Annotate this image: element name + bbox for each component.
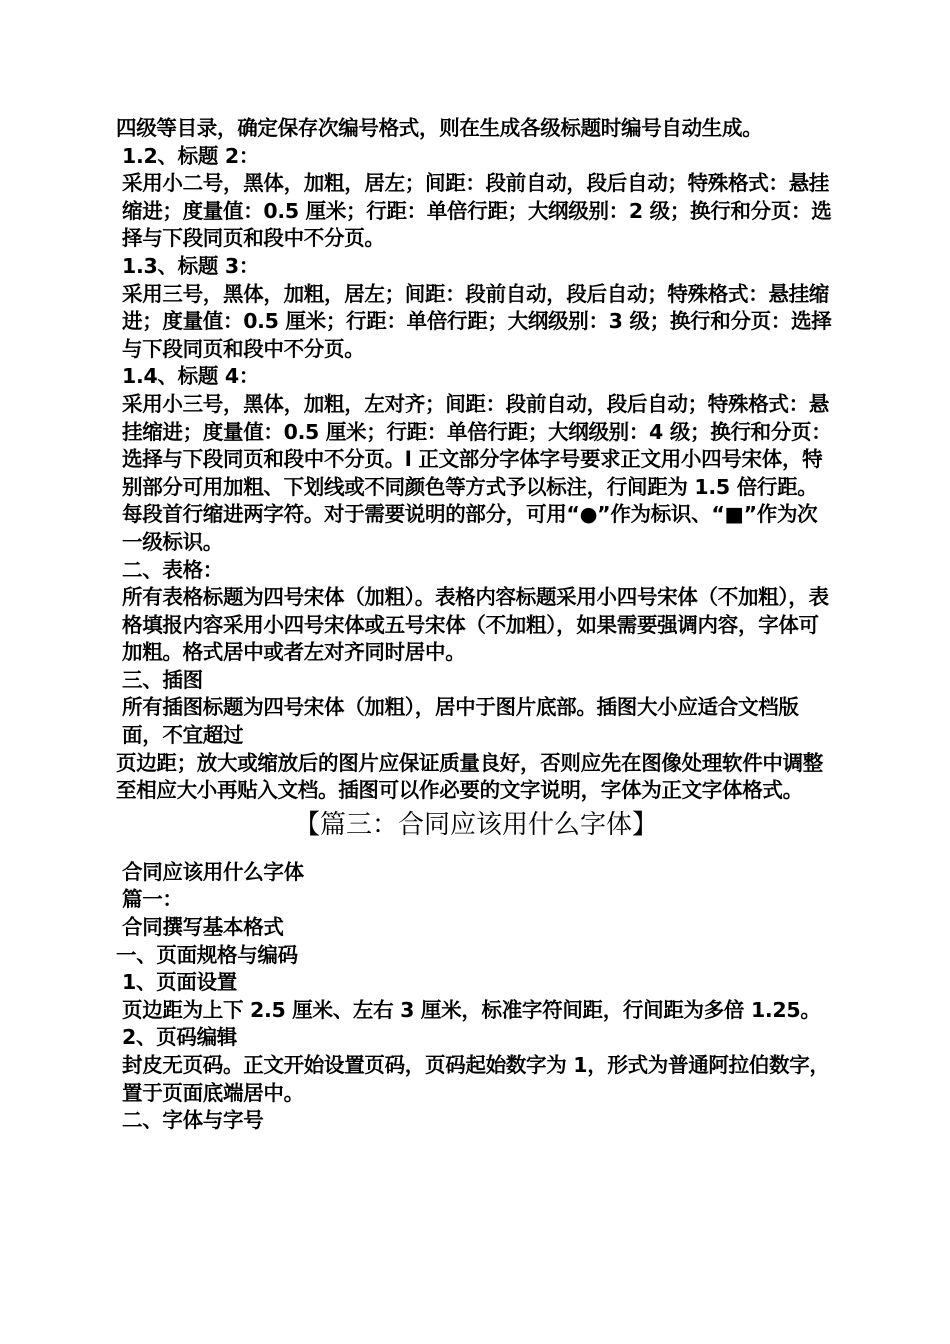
heading-tables: 二、表格： <box>122 557 223 582</box>
heading-page-number: 2、页码编辑 <box>122 1025 237 1050</box>
heading-font-size: 二、字体与字号 <box>122 1108 264 1133</box>
heading-page-spec: 一、页面规格与编码 <box>116 942 298 967</box>
paragraph-page-number: 封皮无页码。正文开始设置页码，页码起始数字为 1，形式为普通阿拉伯数字，置于页面底端居中。 <box>122 1053 830 1105</box>
paragraph-heading-4-spec: 采用小三号，黑体，加粗，左对齐；间距：段前自动，段后自动；特殊格式：悬挂缩进；度量值：0.5 厘米；行距：单倍行距；大纲级别：4 级；换行和分页：选择与下段同页和段中不分页。l 正文部分字体字号要求正文用小四号宋体，特别部分可用加粗、下划线或不同颜色等方式予以标注，行间距为 1.5 倍行距。每段首行缩进两字符。对于需要说明的部分，可用“●”作为标识、“■”作为次一级标识。 <box>122 391 832 554</box>
heading-figures: 三、插图 <box>122 667 203 692</box>
paragraph-figures-1: 所有插图标题为四号宋体（加粗），居中于图片底部。插图大小应适合文档版面，不宜超过 <box>122 695 799 748</box>
paragraph-tables: 所有表格标题为四号宋体（加粗）。表格内容标题采用小四号宋体（不加粗），表格填报内容采用小四号宋体或五号宋体（不加粗），如果需要强调内容，字体可加粗。格式居中或者左对齐同时居中。 <box>122 585 829 665</box>
heading-1-4: 1.4、标题 4： <box>122 364 260 389</box>
heading-page-setup: 1、页面设置 <box>122 970 237 995</box>
paragraph-heading-2-spec: 采用小二号，黑体，加粗，居左；间距：段前自动，段后自动；特殊格式：悬挂缩进；度量值：0.5 厘米；行距：单倍行距；大纲级别：2 级；换行和分页：选择与下段同页和段中不分页。 <box>122 171 832 251</box>
contract-font-title: 合同应该用什么字体 <box>122 859 304 884</box>
contract-format-title: 合同撰写基本格式 <box>122 915 284 940</box>
part-one-label: 篇一： <box>122 887 183 912</box>
paragraph-heading-3-spec: 采用三号，黑体，加粗，居左；间距：段前自动，段后自动；特殊格式：悬挂缩进；度量值：0.5 厘米；行距：单倍行距；大纲级别：3 级；换行和分页：选择与下段同页和段中不分页。 <box>122 281 832 361</box>
part-three-title: 【篇三：合同应该用什么字体】 <box>293 809 658 840</box>
heading-1-3: 1.3、标题 3： <box>122 253 260 278</box>
paragraph-toc-note: 四级等目录，确定保存次编号格式，则在生成各级标题时编号自动生成。 <box>116 116 763 140</box>
paragraph-figures-2: 页边距；放大或缩放后的图片应保证质量良好，否则应先在图像处理软件中调整至相应大小再贴入文档。插图可以作必要的文字说明，字体为正文字体格式。 <box>116 750 823 803</box>
heading-1-2: 1.2、标题 2： <box>122 143 260 168</box>
paragraph-page-setup: 页边距为上下 2.5 厘米、左右 3 厘米，标准字符间距，行间距为多倍 1.25。 <box>122 997 821 1022</box>
document-body <box>116 115 836 1135</box>
